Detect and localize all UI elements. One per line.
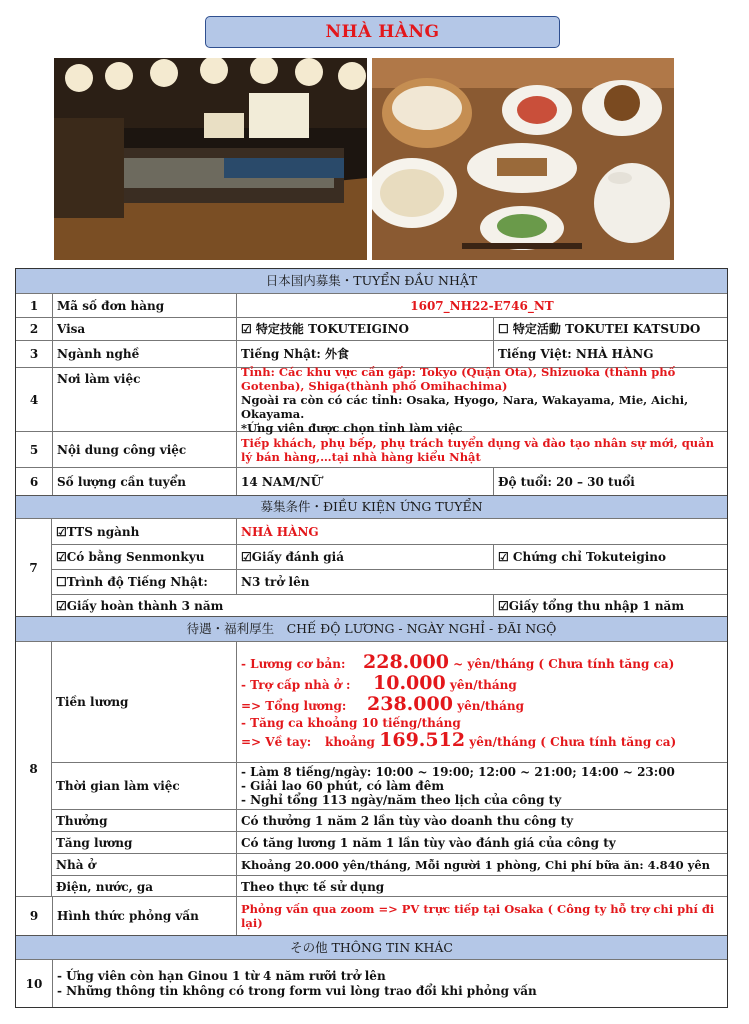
visa-option-tokutei-katsudo: ☐ 特定活動 TOKUTEI KATSUDO [493, 318, 727, 340]
row-industry: 3 Ngành nghề Tiếng Nhật: 外食 Tiếng Việt: NHÀ HÀNG [16, 340, 727, 367]
conditions-group: 7 ☑TTS ngành NHÀ HÀNG ☑Có bằng Senmonkyu ☑Giấy đánh giá ☑ Chứng chỉ Tokuteigino ☐Trình độ Tiếng Nhật: N3 trở lên ☑Giấy hoàn thành 3 năm ☑Giấy tổng thu nhập 1 năm [16, 518, 727, 616]
japanese-meal-icon [372, 58, 674, 260]
restaurant-interior-photo [54, 58, 367, 260]
section-header-other: その他 THÔNG TIN KHÁC [16, 935, 727, 959]
section-header-recruit: 日本国内募集・TUYỂN ĐẦU NHẬT [16, 269, 727, 293]
row-workplace: 4 Nơi làm việc Tỉnh: Các khu vực cần gấp: Tokyo (Quận Ota), Shizuoka (thành phố Gotenba), Shiga(thành phố Omihachima) Ngoài ra còn có các tỉnh: Osaka, Hyogo, Nara, Wakayama, Mie, Aichi, Okayama. *Ứng viên được chọn tỉnh làm việc [16, 367, 727, 431]
page-title: NHÀ HÀNG [205, 16, 560, 48]
row-visa: 2 Visa ☑ 特定技能 TOKUTEIGINO ☐ 特定活動 TOKUTEI KATSUDO [16, 317, 727, 340]
row-job-description: 5 Nội dung công việc Tiếp khách, phụ bếp, phụ trách tuyển dụng và đào tạo nhân sự mới, quản lý bán hàng,…tại nhà hàng kiểu Nhật [16, 431, 727, 467]
row-order-code: 1 Mã số đơn hàng 1607_NH22-E746_NT [16, 293, 727, 317]
row-interview: 9 Hình thức phỏng vấn Phỏng vấn qua zoom => PV trực tiếp tại Osaka ( Công ty hỗ trợ chi phí đi lại) [16, 896, 727, 935]
section-header-salary: 待遇・福利厚生 CHẾ ĐỘ LƯƠNG - NGÀY NGHỈ - ĐÃI NGỘ [16, 616, 727, 641]
section-header-conditions: 募集条件・ĐIỀU KIỆN ỨNG TUYỂN [16, 495, 727, 518]
restaurant-interior-icon [54, 58, 367, 260]
order-code: 1607_NH22-E746_NT [236, 294, 727, 317]
visa-option-tokuteigino: ☑ 特定技能 TOKUTEIGINO [236, 318, 493, 340]
job-order-table [15, 268, 728, 1008]
row-headcount: 6 Số lượng cần tuyển 14 NAM/NỮ Độ tuổi: 20 – 30 tuổi [16, 467, 727, 495]
salary-group: 8 Tiền lương - Lương cơ bản: 228.000 ~ yên/tháng ( Chưa tính tăng ca) - Trợ cấp nhà ở : 10.000 yên/tháng => Tổng lương: 238.000 yên/tháng - Tăng ca khoảng 10 tiếng/tháng => Về tay: khoảng 169.512 yên/tháng ( Chưa tính tăng ca) Thời gian làm việc - Làm 8 tiếng/ngày: 10:00 ~ 19:00; 12:00 ~ 21:00; 14:00 ~ 23:00 - Giải lao 60 phút, có làm đêm - Nghỉ tổng 113 ngày/năm theo lịch của công ty Thưởng Có thưởng 1 năm 2 lần tùy vào doanh thu công ty Tăng lương Có tăng lương 1 năm 1 lần tùy vào đánh giá của công ty Nhà ở Khoảng 20.000 yên/tháng, Mỗi người 1 phòng, Chi phí bữa ăn: 4.840 yên Điện, nước, ga Theo thực tế sử dụng [16, 641, 727, 896]
japanese-meal-photo [372, 58, 674, 260]
row-other-info: 10 - Ứng viên còn hạn Ginou 1 từ 4 năm rưỡi trở lên - Những thông tin không có trong form vui lòng trao đổi khi phỏng vấn [16, 959, 727, 1007]
